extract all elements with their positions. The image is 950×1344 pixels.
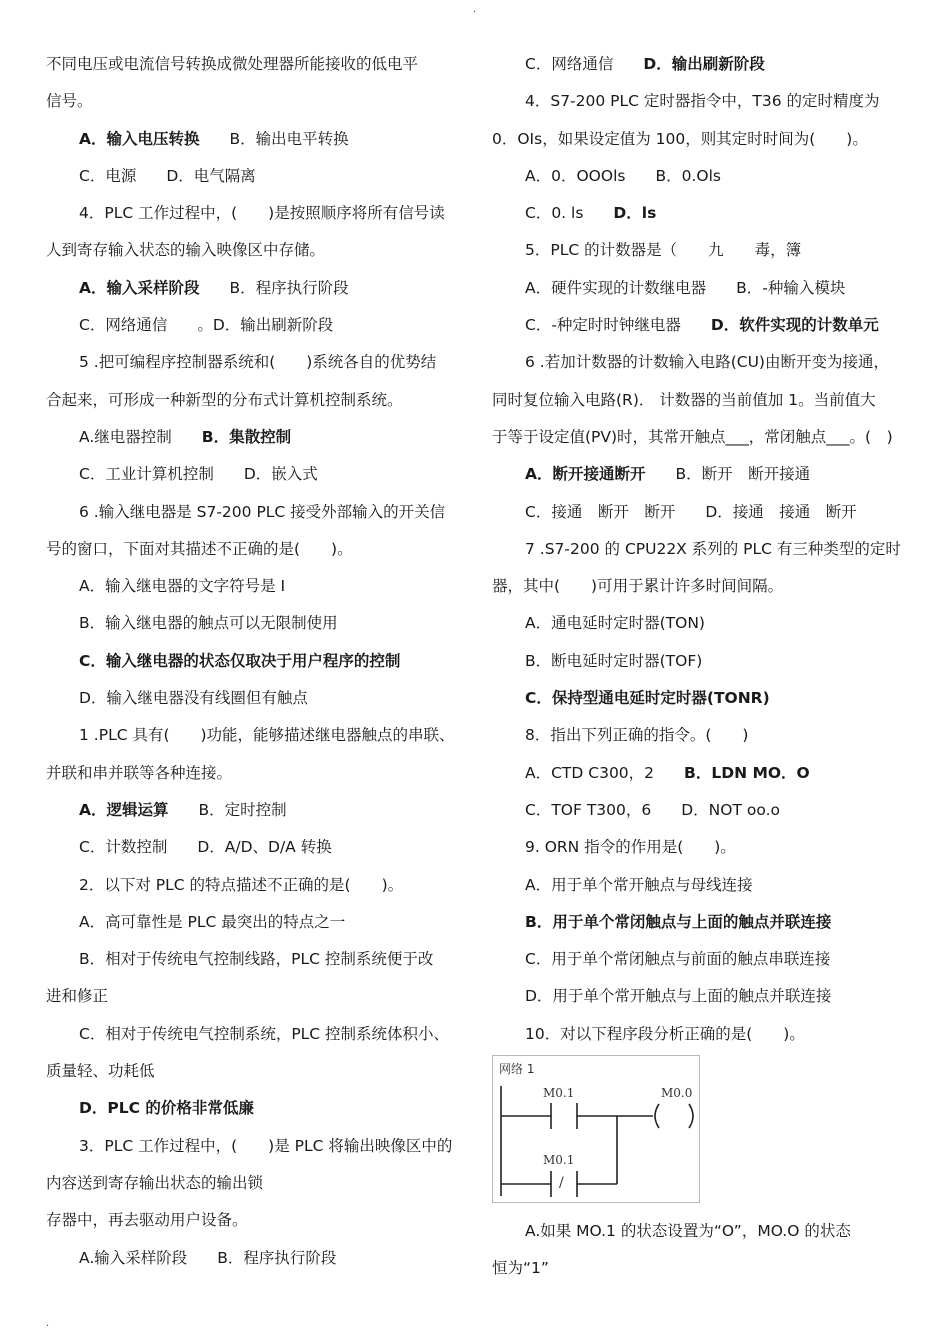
text-line: D．PLC 的价格非常低廉 [79, 1099, 254, 1118]
option-text: B．定时控制 [198, 800, 287, 819]
option-text: D．A/D、D/A 转换 [197, 838, 332, 857]
text-line: 号的窗口，下面对其描述不正确的是( )。 [46, 539, 353, 558]
text-line: 2．以下对 PLC 的特点描述不正确的是( )。 [79, 875, 404, 894]
text-line: 9. ORN 指令的作用是( )。 [525, 838, 736, 857]
option-text: 。D．输出刷新阶段 [197, 316, 334, 335]
option-text: B．0.Ols [655, 166, 721, 185]
answer-option: D．ls [613, 204, 657, 223]
text-line: A．通电延时定时器(TON) [525, 614, 705, 633]
text-line: 器，其中( )可用于累计许多时间间隔。 [492, 577, 784, 596]
bottom-page-mark: . [46, 1318, 50, 1329]
text-line: 信号。 [46, 92, 93, 111]
text-line: 5．PLC 的计数器是（ 九 毒，簿 [525, 241, 802, 260]
contact-nc-label: M0.1 [543, 1153, 575, 1168]
ladder-diagram [492, 1055, 700, 1203]
text-line: 1 .PLC 具有( )功能，能够描述继电器触点的串联、 [79, 726, 455, 745]
option-text: A．硬件实现的计数继电器 [525, 278, 707, 297]
answer-option: A．输入电压转换 [79, 129, 200, 148]
top-page-mark: . [473, 4, 477, 15]
answer-option: D．软件实现的计数单元 [710, 316, 879, 335]
option-text: B．输出电平转换 [229, 129, 349, 148]
option-text: A．0．OOOls [525, 166, 626, 185]
option-line [492, 792, 906, 829]
answer-option: A．断开接通断开 [525, 465, 646, 484]
text-line: 4．PLC 工作过程中，( )是按照顺序将所有信号读 [79, 204, 445, 223]
text-line: A．高可靠性是 PLC 最突出的特点之一 [79, 912, 346, 931]
ladder-lines [493, 1056, 699, 1202]
text-line: 于等于设定值(PV)时，其常开触点___，常闭触点___。( ) [492, 427, 893, 446]
option-text: A.继电器控制 [79, 427, 172, 446]
text-line: B．用于单个常闭触点与上面的触点并联连接 [525, 912, 832, 931]
text-line: A．输入继电器的文字符号是 I [79, 577, 286, 596]
contact-nc-slash: / [559, 1175, 564, 1192]
text-line: 8．指出下列正确的指令。( ) [525, 726, 749, 745]
option-text: B．程序执行阶段 [217, 1248, 337, 1267]
text-line: 不同电压或电流信号转换成微处理器所能接收的低电平 [46, 55, 419, 73]
text-line: A.如果 MO.1 的状态设置为“O”，MO.O 的状态 [525, 1222, 851, 1241]
text-line: 并联和串并联等各种连接。 [46, 763, 233, 782]
option-text: C．工业计算机控制 [79, 465, 214, 484]
text-line: D．输入继电器没有线圈但有触点 [79, 689, 308, 708]
option-line [492, 46, 906, 83]
text-line: 5 .把可编程序控制器系统和( )系统各自的优势结 [79, 353, 437, 372]
option-text: C．电源 [79, 166, 137, 185]
option-line [46, 1240, 460, 1277]
option-text: B．程序执行阶段 [229, 278, 349, 297]
text-line: 恒为“1” [492, 1259, 549, 1278]
text-line: C．保持型通电延时定时器(TONR) [525, 689, 770, 708]
option-text: B．断开 断开接通 [675, 465, 811, 484]
option-line [492, 158, 906, 195]
text-line: 6 .输入继电器是 S7-200 PLC 接受外部输入的开关信 [79, 502, 446, 521]
option-line [492, 456, 906, 493]
answer-option: B．LDN MO．O [684, 763, 810, 782]
text-line: C．相对于传统电气控制系统，PLC 控制系统体积小、 [79, 1024, 450, 1043]
answer-option: D．输出刷新阶段 [643, 55, 765, 73]
option-line [46, 307, 460, 344]
option-line [46, 270, 460, 307]
option-text: C．网络通信 [525, 55, 614, 73]
text-line: C．用于单个常闭触点与前面的触点串联连接 [525, 950, 831, 969]
text-line: 10．对以下程序段分析正确的是( )。 [525, 1024, 805, 1043]
option-line [492, 307, 906, 344]
option-line [492, 494, 906, 531]
option-line [492, 755, 906, 792]
text-line: 质量轻、功耗低 [46, 1062, 155, 1081]
answer-option: A．逻辑运算 [79, 800, 169, 819]
answer-option: A．输入采样阶段 [79, 278, 200, 297]
option-text: C．接通 断开 断开 [525, 502, 676, 521]
network-label: 网络 1 [499, 1062, 535, 1077]
text-line: 合起来，可形成一种新型的分布式计算机控制系统。 [46, 390, 403, 409]
left-column [46, 46, 460, 1277]
option-text: B．-种输入模块 [736, 278, 846, 297]
option-line [492, 270, 906, 307]
option-line [46, 158, 460, 195]
text-line: A．用于单个常开触点与母线连接 [525, 875, 753, 894]
right-column-lower [492, 1213, 906, 1288]
text-line: 内容送到寄存输出状态的输出锁 [46, 1173, 264, 1192]
text-line: 同时复位输入电路(R)． 计数器的当前值加 1。当前值大 [492, 390, 876, 409]
text-line: 3．PLC 工作过程中，( )是 PLC 将输出映像区中的 [79, 1136, 453, 1155]
right-column [492, 46, 906, 1288]
right-column-upper [492, 46, 906, 1053]
option-text: D．接通 接通 断开 [705, 502, 857, 521]
option-text: A.输入采样阶段 [79, 1248, 188, 1267]
text-line: 人到寄存输入状态的输入映像区中存储。 [46, 241, 326, 260]
option-line [492, 195, 906, 232]
text-line: 进和修正 [46, 987, 109, 1006]
option-line [46, 792, 460, 829]
option-text: C．-种定时时钟继电器 [525, 316, 681, 335]
option-text: A．CTD C300，2 [525, 763, 655, 782]
text-line: 6 .若加计数器的计数输入电路(CU)由断开变为接通， [525, 353, 889, 372]
option-line [46, 456, 460, 493]
text-line: 0．OIs，如果设定值为 100，则其定时时间为( )。 [492, 129, 868, 148]
option-text: C．0. ls [525, 204, 584, 223]
coil-label: M0.0 [661, 1086, 693, 1101]
text-line: 7 .S7-200 的 CPU22X 系列的 PLC 有三种类型的定时 [525, 539, 901, 558]
text-line: B．相对于传统电气控制线路，PLC 控制系统便于改 [79, 950, 434, 969]
text-line: B．断电延时定时器(TOF) [525, 651, 703, 670]
text-line: 存器中，再去驱动用户设备。 [46, 1211, 248, 1230]
option-line [46, 419, 460, 456]
text-line: B．输入继电器的触点可以无限制使用 [79, 614, 338, 633]
option-line [46, 121, 460, 158]
option-text: D．NOT oo.o [681, 800, 780, 819]
option-text: D．电气隔离 [166, 166, 256, 185]
option-text: C．计数控制 [79, 838, 168, 857]
option-text: D．嵌入式 [243, 465, 318, 484]
option-text: C．网络通信 [79, 316, 168, 335]
text-line: 4．S7-200 PLC 定时器指令中，T36 的定时精度为 [525, 92, 880, 111]
answer-option: B．集散控制 [201, 427, 292, 446]
contact-no-label: M0.1 [543, 1086, 575, 1101]
text-line: D．用于单个常开触点与上面的触点并联连接 [525, 987, 832, 1006]
option-text: C．TOF T300，6 [525, 800, 652, 819]
text-line: C．输入继电器的状态仅取决于用户程序的控制 [79, 651, 401, 670]
option-line [46, 829, 460, 866]
